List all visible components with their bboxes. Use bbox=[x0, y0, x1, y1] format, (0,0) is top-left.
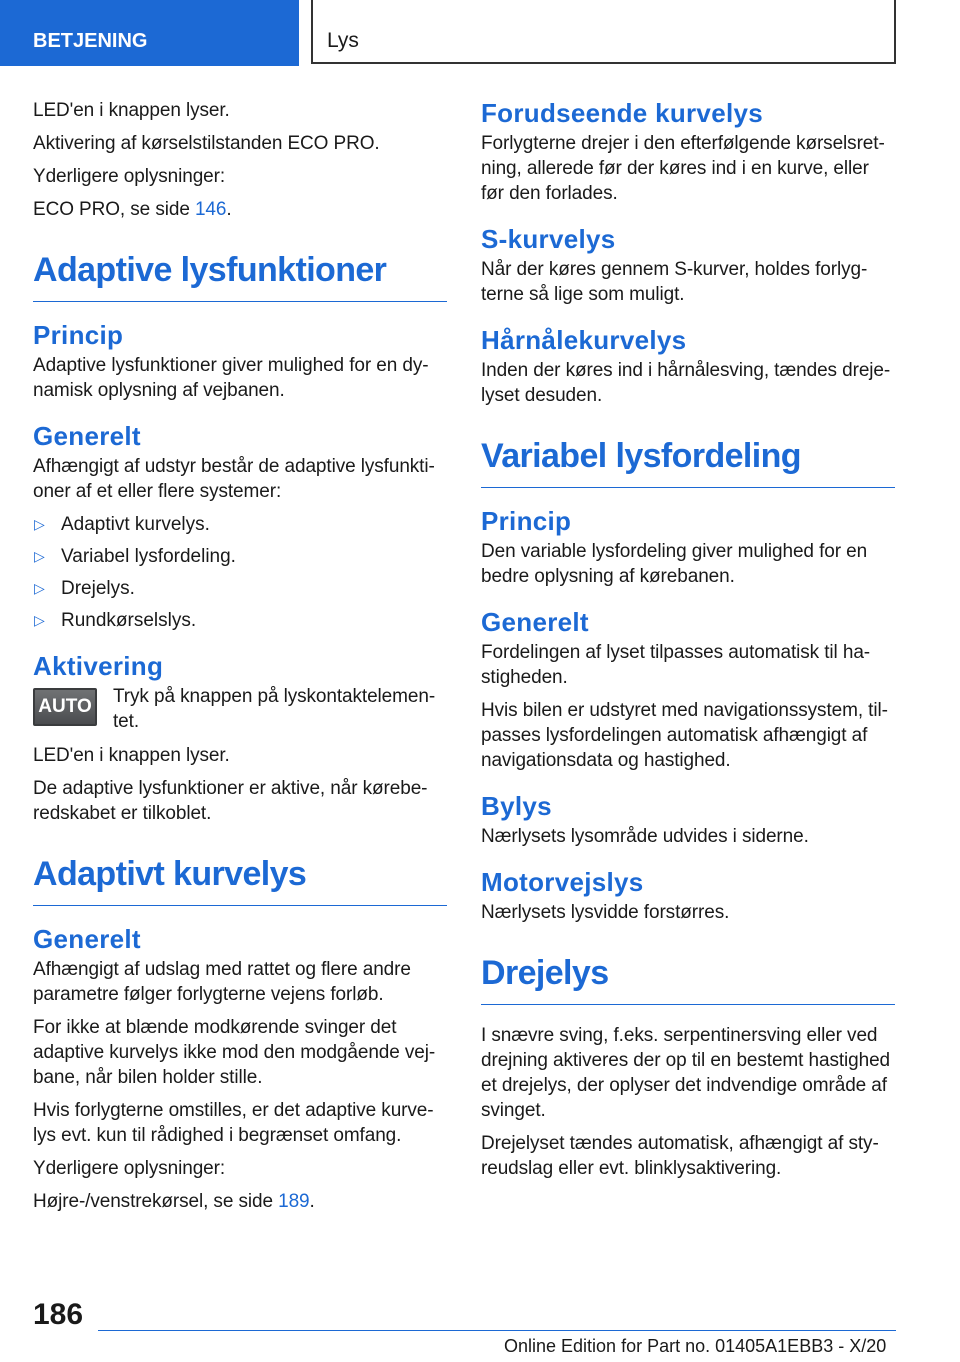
aktivering-row bbox=[33, 684, 447, 734]
paragraph: Drejelyset tændes automatisk, afhængigt af styreudslag eller evt. blinklysaktivering. bbox=[481, 1133, 879, 1179]
heading-forudseende-kurvelys: Forudseende kurvelys bbox=[481, 98, 763, 128]
heading-generelt: Generelt bbox=[33, 924, 141, 954]
paragraph: Yderligere oplysninger: bbox=[33, 166, 226, 187]
triangle-bullet-icon: ▷ bbox=[34, 580, 45, 596]
paragraph: De adaptive lysfunktioner er aktive, når køreberedskabet er tilkoblet. bbox=[33, 778, 428, 824]
chapter-title: Lys bbox=[311, 0, 896, 64]
heading-aktivering: Aktivering bbox=[33, 651, 164, 681]
list-item: ▷ Rundkørselslys. bbox=[34, 610, 197, 631]
paragraph: Hvis forlygterne omstilles, er det adaptive kurvelys evt. kun til rådighed i begrænset omfang. bbox=[33, 1100, 434, 1146]
footer-divider bbox=[98, 1330, 896, 1331]
paragraph: Inden der køres ind i hårnålesving, tændes drejelyset desuden. bbox=[481, 360, 891, 406]
heading-haarnaalekurvelys: Hårnålekurvelys bbox=[481, 325, 687, 355]
paragraph: Fordelingen af lyset tilpasses automatisk til hastigheden. bbox=[481, 642, 871, 688]
heading-variabel-lysfordeling: Variabel lysfordeling bbox=[481, 436, 895, 488]
paragraph: Nærlysets lysvidde forstørres. bbox=[481, 902, 730, 923]
triangle-bullet-icon: ▷ bbox=[34, 516, 45, 532]
heading-adaptive-lysfunktioner: Adaptive lysfunktioner bbox=[33, 250, 447, 302]
heading-generelt: Generelt bbox=[481, 607, 589, 637]
paragraph: Afhængigt af udslag med rattet og flere andre parametre følger forlygterne vejens forløb. bbox=[33, 959, 411, 1005]
list-item: ▷ Drejelys. bbox=[34, 578, 135, 599]
paragraph: Tryk på knappen på lyskontaktelementet. bbox=[113, 686, 436, 732]
heading-generelt: Generelt bbox=[33, 421, 141, 451]
systems-list bbox=[33, 512, 447, 633]
paragraph: I snævre sving, f.eks. serpentinersving eller ved drejning aktiveres der op til en bestemt hastighed et drejelys, der oplyser det indvendige område af svinget. bbox=[481, 1025, 891, 1121]
heading-s-kurvelys: S-kurvelys bbox=[481, 224, 616, 254]
triangle-bullet-icon: ▷ bbox=[34, 612, 45, 628]
paragraph: Hvis bilen er udstyret med navigationssystem, tilpasses lysfordelingen automatisk afhængigt af navigationsdata og hastighed. bbox=[481, 700, 888, 771]
section-tab: BETJENING bbox=[0, 0, 299, 66]
paragraph: LED'en i knappen lyser. bbox=[33, 100, 230, 121]
paragraph: Nærlysets lysområde udvides i siderne. bbox=[481, 826, 809, 847]
paragraph: LED'en i knappen lyser. bbox=[33, 745, 230, 766]
page-number: 186 bbox=[33, 1298, 84, 1331]
list-item: ▷ Variabel lysfordeling. bbox=[34, 546, 236, 567]
reference-paragraph: Højre-/venstrekørsel, se side 189. bbox=[33, 1191, 315, 1212]
list-item: ▷ Adaptivt kurvelys. bbox=[34, 514, 210, 535]
edition-note: Online Edition for Part no. 01405A1EBB3 - X/20 bbox=[504, 1336, 887, 1356]
heading-drejelys: Drejelys bbox=[481, 953, 895, 1005]
paragraph: Når der køres gennem S-kurver, holdes forlygterne så lige som muligt. bbox=[481, 259, 868, 305]
heading-adaptivt-kurvelys: Adaptivt kurvelys bbox=[33, 854, 447, 906]
paragraph: Afhængigt af udstyr består de adaptive lysfunktioner af et eller flere systemer: bbox=[33, 456, 435, 502]
paragraph: Forlygterne drejer i den efterfølgende kørselsretning, allerede før der køres ind i en kurve, eller før den forlades. bbox=[481, 133, 885, 204]
heading-motorvejslys: Motorvejslys bbox=[481, 867, 644, 897]
paragraph: Yderligere oplysninger: bbox=[33, 1158, 226, 1179]
paragraph: For ikke at blænde modkørende svinger det adaptive kurvelys ikke mod den modgående vejbane, når bilen holder stille. bbox=[33, 1017, 436, 1088]
paragraph: Aktivering af kørselstilstanden ECO PRO. bbox=[33, 133, 380, 154]
heading-princip: Princip bbox=[33, 320, 124, 350]
paragraph: Adaptive lysfunktioner giver mulighed for en dynamisk oplysning af vejbanen. bbox=[33, 355, 429, 401]
paragraph: Den variable lysfordeling giver mulighed for en bedre oplysning af kørebanen. bbox=[481, 541, 868, 587]
left-column bbox=[33, 98, 447, 1222]
heading-princip: Princip bbox=[481, 506, 572, 536]
reference-paragraph: ECO PRO, se side 146. bbox=[33, 199, 232, 220]
page-header bbox=[0, 0, 960, 66]
page-link-189[interactable]: 189 bbox=[278, 1191, 310, 1212]
heading-bylys: Bylys bbox=[481, 791, 552, 821]
page-link-146[interactable]: 146 bbox=[194, 199, 227, 220]
auto-button-icon: AUTO bbox=[33, 688, 97, 726]
triangle-bullet-icon: ▷ bbox=[34, 548, 45, 564]
right-column bbox=[481, 98, 895, 1189]
